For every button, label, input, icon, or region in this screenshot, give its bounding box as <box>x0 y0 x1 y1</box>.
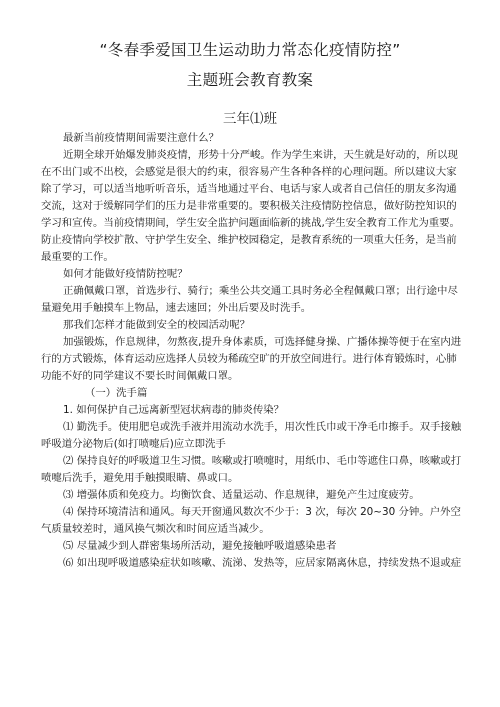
doc-title-line2: 主题班会教育教案 <box>186 71 314 89</box>
list-item-6: ⑹ 如出现呼吸道感染症状如咳嗽、流涕、发热等，应居家隔离休息，持续发热不退或症 <box>63 557 462 569</box>
paragraph-question-protect: 1. 如何保护自己远离新型冠状病毒的肺炎传染？ <box>63 404 285 416</box>
paragraph-mask-advice: 正确佩戴口罩，首选步行、骑行；乘坐公共交通工具时务必全程佩戴口罩；出行途中尽量避免用手触摸车上物品，速去速回；外出后要及时洗手。 <box>41 285 458 314</box>
section-heading-handwashing: （一）洗手篇 <box>85 387 148 399</box>
list-item-1: ⑴ 勤洗手。使用肥皂或洗手液并用流动水洗手，用次性氏巾或干净毛巾擦手。双手接触呼吸道分泌物后(如打喷嚏后)应立即洗手 <box>41 421 462 450</box>
doc-body <box>41 130 464 572</box>
paragraph-question-3: 那我们怎样才能做到安全的校园活动呢？ <box>63 319 251 331</box>
doc-title-line1: “冬春季爱国卫生运动助力常态化疫情防控” <box>99 41 401 59</box>
paragraph-question-2: 如何才能做好疫情防控呢？ <box>63 268 188 280</box>
list-item-5: ⑸ 尽量减少到人群密集场所活动，避免接触呼吸道感染患者 <box>63 540 337 552</box>
list-item-3: ⑶ 增强体质和免疫力。均衡饮食、适量运动、作息规律，避免产生过度疲劳。 <box>63 489 420 501</box>
list-item-4: ⑷ 保持环境清洁和通风。每天开窗通风数次不少于：3 次，每次 20~30 分钟。户外空气质量较差时，通风换气频次和时间应适当减少。 <box>41 506 461 535</box>
class-name: 三年⑴班 <box>223 111 277 127</box>
paragraph-exercise-advice: 加强锻炼，作息规律，勿熬夜,提升身体素质，可选择健身操、广播体操等便于在室内进行的方式锻炼，体育运动应选择人员较为稀疏空旷的开放空间进行。进行体育锻炼时，心肺功能不好的同学建议不要长时间佩戴口罩。 <box>41 336 462 382</box>
list-item-2: ⑵ 保持良好的呼吸道卫生习惯。咳嗽或打喷嚏时，用纸巾、毛巾等遮住口鼻，咳嗽或打喷嚏后洗手，避免用手触摸眼睛、鼻或口。 <box>41 455 462 484</box>
paragraph-epidemic-intro: 近期全球开始爆发肺炎疫情，形势十分严峻。作为学生来讲，天生就是好动的，所以现在不出门或不出校，会感觉是很大的约束，很容易产生各种各样的心理问题。所以建议大家除了学习，可以适当地听听音乐，适当地通过平台、电话与家人或者自己信任的朋友多沟通交流，这对于缓解同学们的压力是非常重要的。要积极关注疫情防控信息，做好防控知识的学习和宣传。当前疫情期间，学生安全监护问题面临新的挑战,学生安全教育工作尤为重要。防止疫情向学校扩散、守护学生安全、维护校园稳定，是教育系统的一项重大任务，是当前最重要的工作。 <box>41 149 460 263</box>
paragraph-question-1: 最新当前疫情期间需要注意什么？ <box>63 132 219 144</box>
